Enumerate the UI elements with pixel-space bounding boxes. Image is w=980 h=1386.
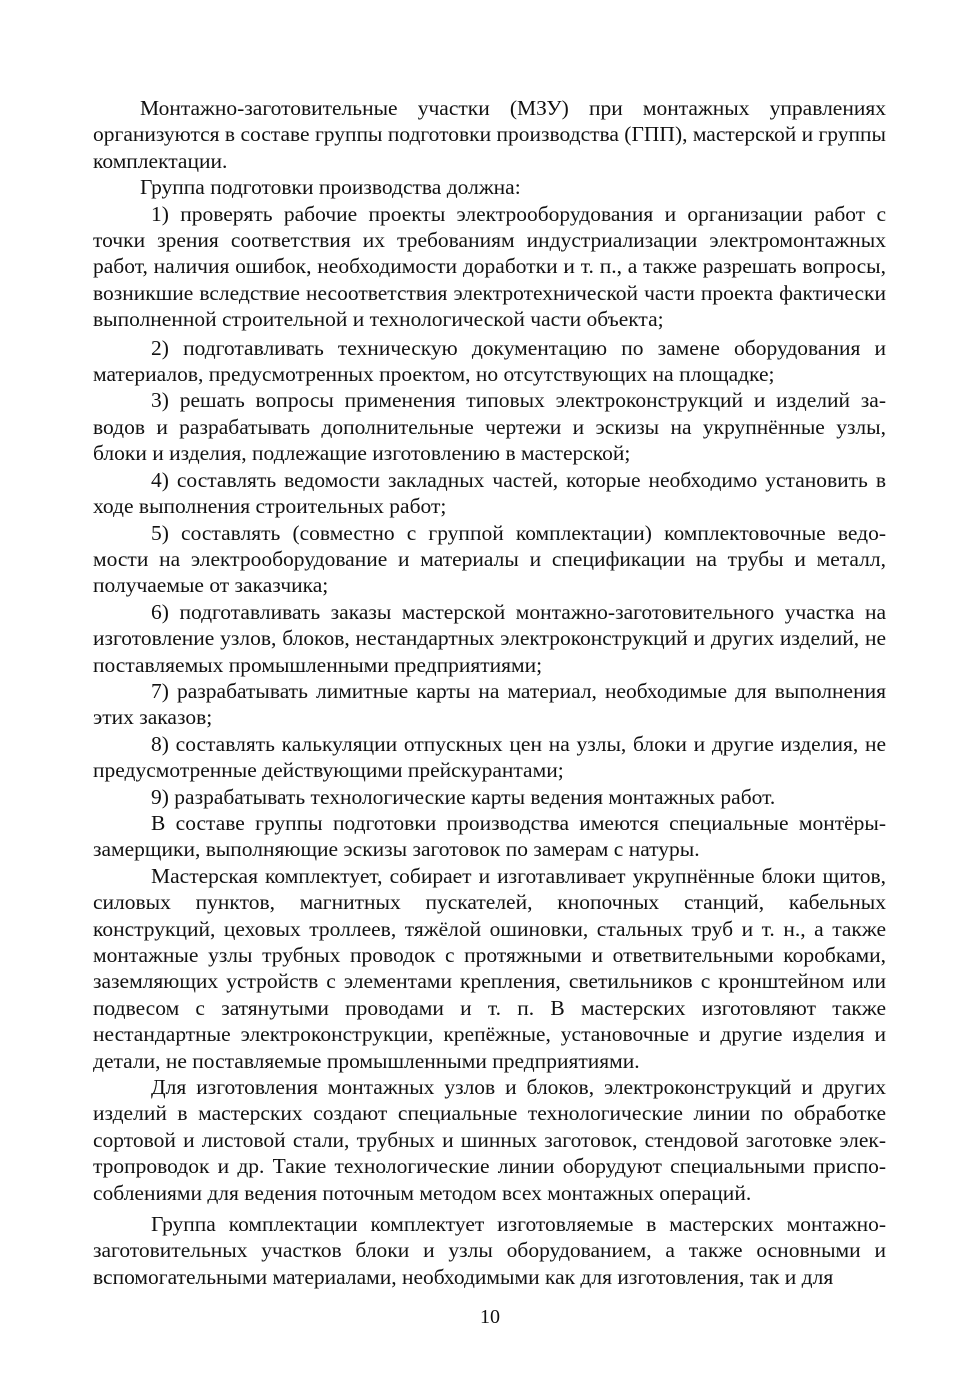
paragraph-intro: Монтажно-заготовительные участки (МЗУ) при монтажных управлениях организуются в составе группы подготовки производства (ГПП), мастерской и группы комплектации.: [93, 96, 886, 173]
paragraph-completion-group: Группа комплектации комплектует изготовляемые в мастерских монтажно-заготовительных участков блоки и узлы оборудованием, а также основными и вспомогательными материалами, необходимыми как для изготовления, так и для: [93, 1212, 886, 1289]
list-item-4: 4) составлять ведомости закладных частей, которые необходимо установить в ходе выполнения строительных работ;: [93, 467, 886, 519]
body-text: [93, 95, 886, 1290]
list-item-3: 3) решать вопросы применения типовых электроконструкций и изделий заводов и разрабатывать дополнительные чертежи и эскизы на укрупнённые узлы, блоки и изделия, подлежащие изготовлению в мастерской;: [93, 388, 886, 466]
paragraph-measurers: В составе группы подготовки производства имеются специальные монтёры-замерщики, выполняющие эскизы заготовок по замерам с натуры.: [93, 810, 886, 862]
list-item-9: 9) разрабатывать технологические карты ведения монтажных работ.: [151, 784, 776, 809]
paragraph-tech-lines: Для изготовления монтажных узлов и блоков, электроконструкций и других изделий в мастерских создают специальные технологические линии по обработке сортовой и листовой стали, трубных и шинных заготовок, стендовой заготовке электропроводок и др. Такие технологические линии оборудуют специальными приспособлениями для ведения поточным методом всех монтажных операций.: [93, 1075, 886, 1205]
list-item-7: 7) разрабатывать лимитные карты на материал, необходимые для выполнения этих заказов;: [93, 678, 886, 730]
list-item-1: 1) проверять рабочие проекты электрооборудования и организации работ с точки зрения соответствия их требованиям индустриализации электромонтажных работ, наличия ошибок, необходимости доработки и т. п., а также разрешать вопросы, возникшие вследствие несоответствия электротехнической части проекта фактически выполненной строительной и технологической части объекта;: [93, 201, 886, 332]
paragraph-gpp-duties-heading: Группа подготовки производства должна:: [140, 175, 521, 200]
list-item-2: 2) подготавливать техническую документацию по замене оборудования и материалов, предусмотренных проектом, но отсутствующих на площадке;: [93, 335, 886, 387]
list-item-5: 5) составлять (совместно с группой комплектации) комплектовочные ведомости на электрооборудование и материалы и спецификации на трубы и металл, получаемые от заказчика;: [93, 520, 886, 598]
page-number: 10: [480, 1306, 500, 1328]
list-item-8: 8) составлять калькуляции отпускных цен на узлы, блоки и другие изделия, не предусмотренные действующими прейскурантами;: [93, 731, 886, 783]
list-item-6: 6) подготавливать заказы мастерской монтажно-заготовительного участка на изготовление узлов, блоков, нестандартных электроконструкций и других изделий, не поставляемых промышленными предприятиями;: [93, 599, 886, 677]
paragraph-workshop: Мастерская комплектует, собирает и изготавливает укрупнённые блоки щитов, силовых пунктов, магнитных пускателей, кнопочных станций, кабельных конструкций, цеховых троллеев, тяжёлой ошиновки, стальных труб и т. н., а также монтажные узлы трубных проводок с протяжными и ответвительными коробками, заземляющих устройств с элементами крепления, светильников с кронштейном или подвесом с затянутыми проводами и т. п. В мастерских изготовляют также нестандартные электроконструкции, крепёжные, установочные и другие изделия и детали, не поставляемые промышленными предприятиями.: [93, 863, 886, 1073]
